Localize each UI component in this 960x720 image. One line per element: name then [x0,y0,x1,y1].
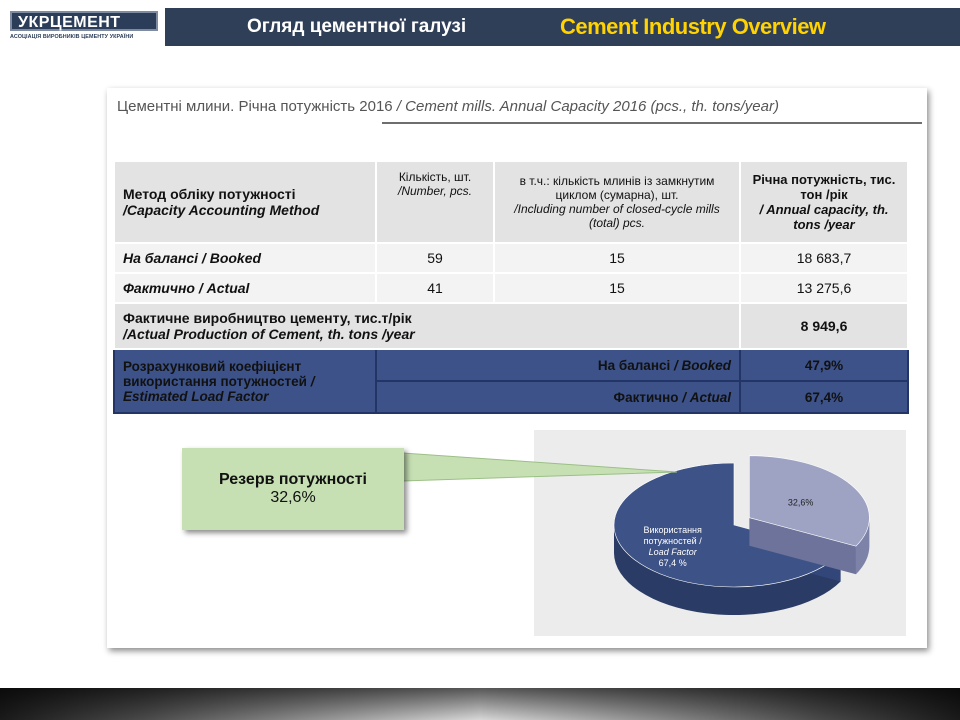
subtitle-separator: / [392,98,406,115]
logo [10,11,158,47]
header-capacity: Річна потужність, тис. тон /рік / Annual capacity, th. tons /year [740,161,908,243]
pie-label-load-factor-line: 67,4 % [658,558,687,569]
production-label: Фактичне виробництво цементу, тис.т/рік /Actual Production of Cement, th. tons /year [114,303,740,349]
row-number: 59 [376,243,494,273]
table-row [114,273,908,303]
footer-bar [0,688,960,720]
callout-value: 32,6% [270,489,316,506]
pie-label-reserve: 32,6% [787,497,814,508]
load-factor-actual-label: Фактично / Actual [376,381,740,413]
subtitle-underline [382,122,922,124]
header-title-en: Cement Industry Overview [560,14,826,39]
pie-label-load-factor-line: Load Factor [648,547,697,558]
load-factor-row-booked [114,349,908,381]
capacity-table [113,160,909,414]
production-row [114,303,908,349]
reserve-callout [182,448,404,530]
load-factor-booked-label: На балансі / Booked [376,349,740,381]
section-subtitle [117,98,779,115]
logo-subtitle: АСОЦІАЦІЯ ВИРОБНИКІВ ЦЕМЕНТУ УКРАЇНИ [10,34,134,40]
row-label: На балансі / Booked [114,243,376,273]
header-bar [165,8,960,46]
pie-label-load-factor-line: потужностей / [643,536,702,547]
load-factor-booked-value: 47,9% [740,349,908,381]
row-closed: 15 [494,273,740,303]
header-closed-cycle: в т.ч.: кількість млинів із замкнутим циклом (сумарна), шт. /Including number of closed-cycle mills (total) pcs. [494,161,740,243]
row-capacity: 13 275,6 [740,273,908,303]
header-method: Метод обліку потужності /Capacity Accounting Method [114,161,376,243]
header-title-ua: Огляд цементної галузі [247,16,467,37]
row-capacity: 18 683,7 [740,243,908,273]
row-closed: 15 [494,243,740,273]
production-value: 8 949,6 [740,303,908,349]
pie-label-load-factor-line: Використання [643,525,702,536]
load-factor-actual-value: 67,4% [740,381,908,413]
callout-title: Резерв потужності [219,471,367,488]
table-row [114,243,908,273]
slide-card [107,88,927,648]
row-number: 41 [376,273,494,303]
subtitle-ua: Цементні млини. Річна потужність 2016 [117,98,393,115]
logo-name: УКРЦЕМЕНТ [10,11,158,31]
subtitle-en: Cement mills. Annual Capacity 2016 (pcs., th. tons/year) [405,98,779,115]
header-number: Кількість, шт. /Number, pcs. [376,161,494,243]
pie-chart [534,430,906,636]
row-label: Фактично / Actual [114,273,376,303]
load-factor-label: Розрахунковий коефіцієнт використання потужностей / Estimated Load Factor [114,349,376,413]
pie-panel [534,430,906,636]
table-header-row [114,161,908,243]
